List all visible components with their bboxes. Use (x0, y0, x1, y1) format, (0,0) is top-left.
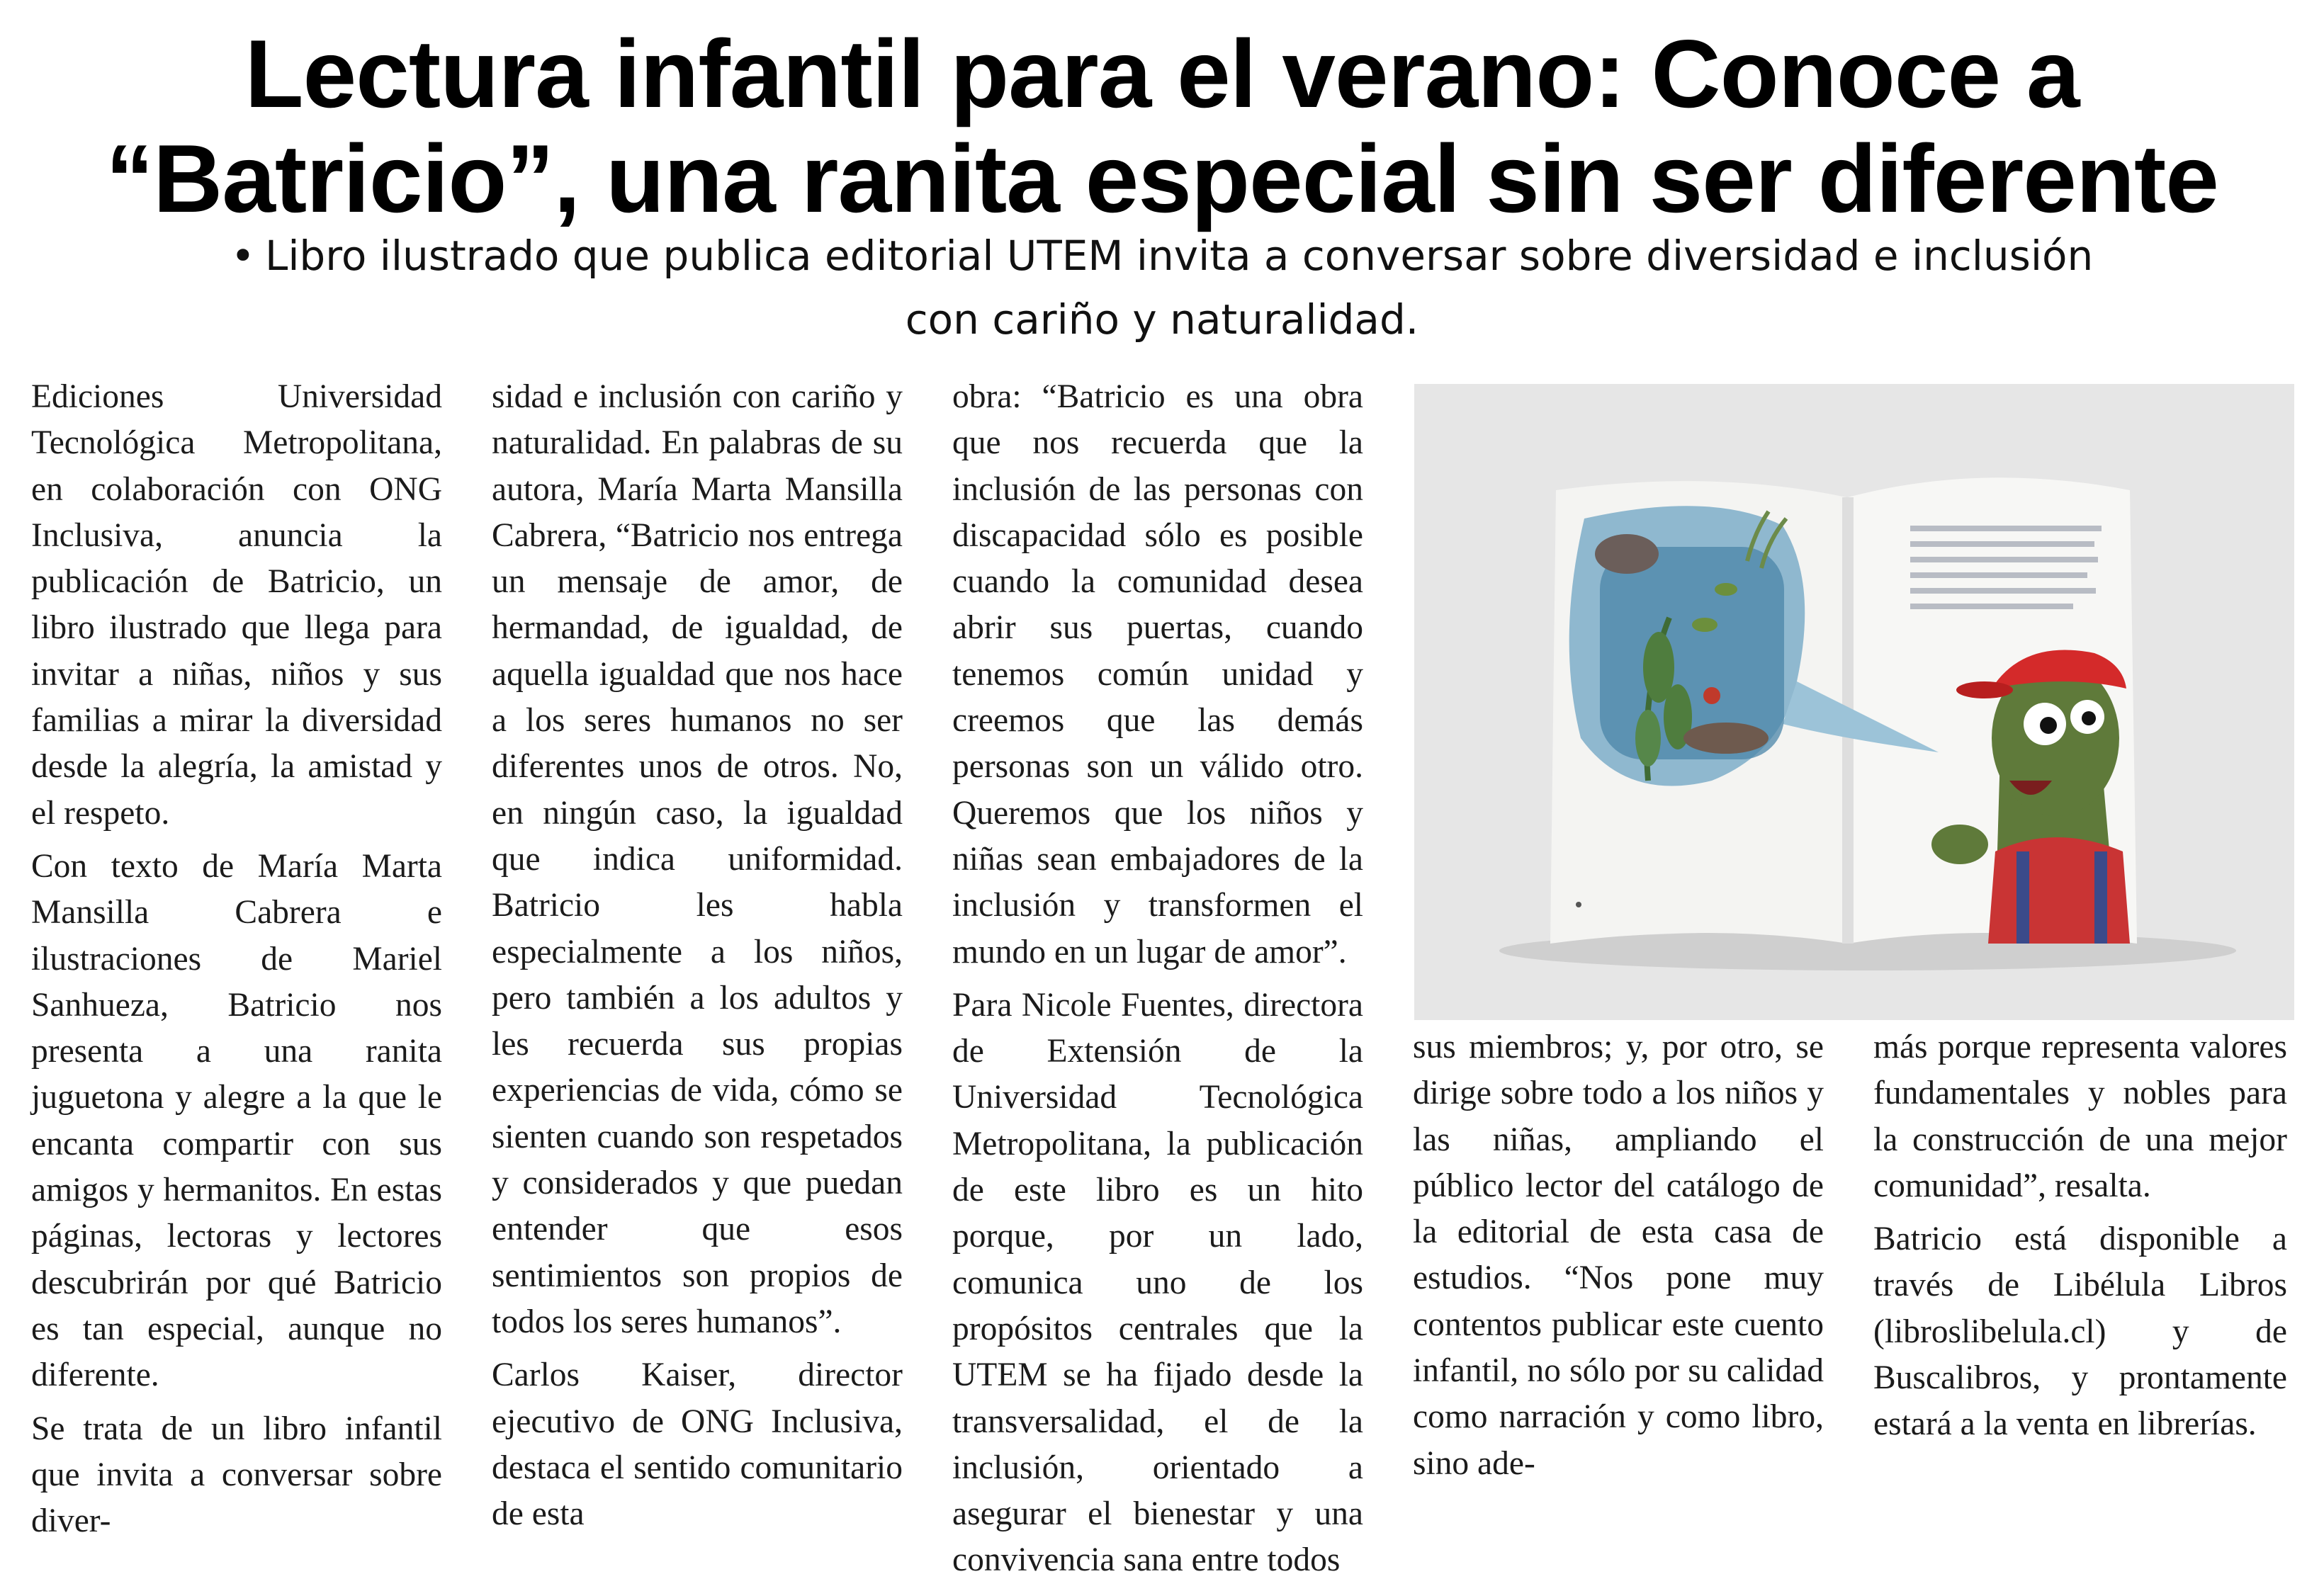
paragraph: Se trata de un libro infantil que invita a conversar sobre diver- (31, 1410, 442, 1540)
body-column-2 (492, 374, 903, 1544)
paragraph: Batricio está disponible a través de Libélula Libros (libroslibelula.cl) y de Buscalibros, y prontamente estará a la venta en librerías. (1873, 1221, 2287, 1443)
paragraph: sidad e inclusión con cariño y naturalidad. En palabras de su autora, María Marta Mansilla Cabrera, “Batricio nos entrega un mensaje de amor, de hermandad, de igualdad, de aquella igualdad que nos hace a los seres humanos no ser diferentes unos de otros. No, en ningún caso, la igualdad que indica uniformidad. Batricio les habla especialmente a los niños, pero también a los adultos y les recuerda sus propias experiencias de vida, cómo se sienten cuando son respetados y considerados y que puedan entender que esos sentimientos son propios de todos los seres humanos”. (492, 378, 903, 1340)
body-column-3 (952, 374, 1363, 1591)
deck-text: Libro ilustrado que publica editorial UTEM invita a conversar sobre diversidad e inclusión con cariño y naturalidad. (265, 232, 2094, 344)
book-photo (1414, 384, 2294, 1020)
article-deck (213, 224, 2111, 351)
body-column-5 (1873, 1024, 2287, 1455)
paragraph: más porque representa valores fundamentales y nobles para la construcción de una mejor comunidad”, resalta. (1873, 1029, 2287, 1204)
deck-bullet: • (230, 232, 255, 280)
paragraph: Ediciones Universidad Tecnológica Metropolitana, en colaboración con ONG Inclusiva, anuncia la publicación de Batricio, un libro ilustrado que llega para invitar a niñas, niños y sus familias a mirar la diversidad desde la alegría, la amistad y el respeto. (31, 378, 442, 832)
paragraph: Para Nicole Fuentes, directora de Extensión de la Universidad Tecnológica Metropolitana, la publicación de este libro es un hito porque, por un lado, comunica uno de los propósitos centrales que la UTEM se ha fijado desde la transversalidad, el de la inclusión, orientado a asegurar el bienestar y una convivencia sana entre todos (952, 986, 1363, 1579)
paragraph: sus miembros; y, por otro, se dirige sobre todo a los niños y las niñas, ampliando el público lector del catálogo de la editorial de esta casa de estudios. “Nos pone muy contentos publicar este cuento infantil, no sólo por su calidad como narración y como libro, sino ade- (1413, 1029, 1824, 1482)
paragraph: obra: “Batricio es una obra que nos recuerda que la inclusión de las personas con discapacidad sólo es posible cuando la comunidad desea abrir sus puertas, cuando tenemos común unidad y creemos que las demás personas son un válido otro. Queremos que los niños y niñas sean embajadores de la inclusión y transformen el mundo en un lugar de amor”. (952, 378, 1363, 970)
body-column-1 (31, 374, 442, 1551)
paragraph: Carlos Kaiser, director ejecutivo de ONG Inclusiva, destaca el sentido comunitario de esta (492, 1357, 903, 1533)
open-book-illustration-icon (1414, 384, 2294, 1020)
article-headline: Lectura infantil para el verano: Conoce a “Batricio”, una ranita especial sin ser diferente (106, 20, 2218, 232)
body-column-4 (1413, 1024, 1824, 1494)
paragraph: Con texto de María Marta Mansilla Cabrera e ilustraciones de Mariel Sanhueza, Batricio nos presenta a una ranita juguetona y alegre a la que le encanta compartir con sus amigos y hermanitos. En estas páginas, lectoras y lectores descubrirán por qué Batricio es tan especial, aunque no diferente. (31, 847, 442, 1394)
